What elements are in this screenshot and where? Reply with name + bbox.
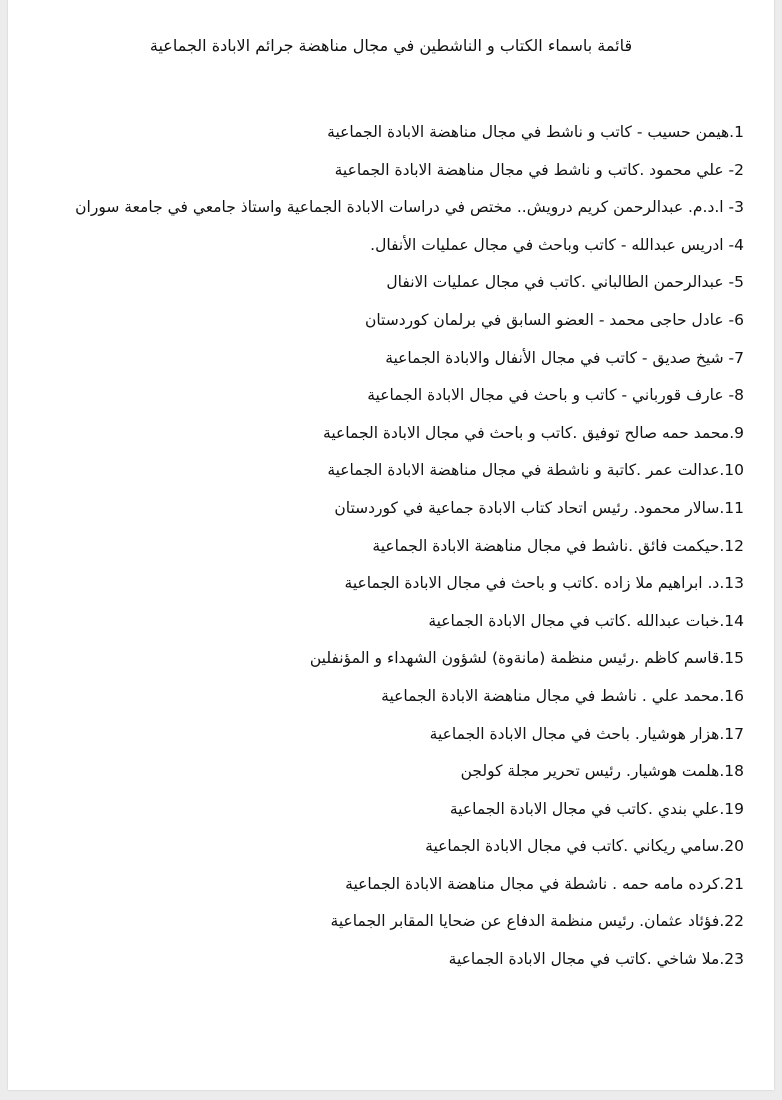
list-item: 1.هيمن حسيب - كاتب و ناشط في مجال مناهضة الابادة الجماعية xyxy=(327,123,744,141)
list-item: 11.سالار محمود. رئيس اتحاد كتاب الابادة جماعية في كوردستان xyxy=(334,498,744,517)
list-item: 9.محمد حمه صالح توفيق .كاتب و باحث في مجال الابادة الجماعية xyxy=(323,423,744,442)
list-item: 19.علي بندي .كاتب في مجال الابادة الجماعية xyxy=(449,799,744,818)
document-title: قائمة باسماء الكتاب و الناشطين في مجال مناهضة جرائم الابادة الجماعية xyxy=(149,36,633,55)
list-item: 13.د. ابراهيم ملا زاده .كاتب و باحث في مجال الابادة الجماعية xyxy=(344,574,744,593)
list-item: 22.فؤئاد عثمان. رئيس منظمة الدفاع عن ضحايا المقابر الجماعية xyxy=(330,912,744,931)
list-item: 14.خبات عبدالله .كاتب في مجال الابادة الجماعية xyxy=(428,611,744,630)
list-item: 17.هزار هوشيار. باحث في مجال الابادة الجماعية xyxy=(429,724,744,743)
list-item: 7- شيخ صديق - كاتب في مجال الأنفال والابادة الجماعية xyxy=(385,348,744,367)
list-item: 3- ا.د.م. عبدالرحمن كريم درويش.. مختص في دراسات الابادة الجماعية واستاذ جامعي في جامعة سوران xyxy=(75,198,744,217)
list-item: 4- ادريس عبدالله - كاتب وباحث في مجال عمليات الأنفال. xyxy=(370,235,744,254)
list-item: 18.هلمت هوشيار. رئيس تحرير مجلة كولجن xyxy=(460,762,744,781)
list-item: 12.حيكمت فائق .ناشط في مجال مناهضة الابادة الجماعية xyxy=(372,536,744,555)
list-item: 2- علي محمود .كاتب و ناشط في مجال مناهضة الابادة الجماعية xyxy=(334,160,744,179)
list-item: 21.كرده مامه حمه . ناشطة في مجال مناهضة الابادة الجماعية xyxy=(345,874,744,893)
list-item: 10.عدالت عمر .كاتبة و ناشطة في مجال مناهضة الابادة الجماعية xyxy=(327,461,744,480)
list-item: 16.محمد علي . ناشط في مجال مناهضة الابادة الجماعية xyxy=(381,686,744,705)
list-item: 20.سامي ريكاني .كاتب في مجال الابادة الجماعية xyxy=(425,837,744,856)
list-item: 6- عادل حاجى محمد - العضو السابق في برلمان كوردستان xyxy=(364,310,744,329)
list-item: 23.ملا شاخي .كاتب في مجال الابادة الجماعية xyxy=(448,950,744,969)
document-page xyxy=(8,0,774,1090)
list-item: 8- عارف قورباني - كاتب و باحث في مجال الابادة الجماعية xyxy=(367,386,744,405)
names-list xyxy=(44,114,744,979)
list-item: 15.قاسم كاظم .رئيس منظمة (مانةوة) لشؤون الشهداء و المؤنفلين xyxy=(309,649,744,668)
list-item: 5- عبدالرحمن الطالباني .كاتب في مجال عمليات الانفال xyxy=(386,273,744,292)
